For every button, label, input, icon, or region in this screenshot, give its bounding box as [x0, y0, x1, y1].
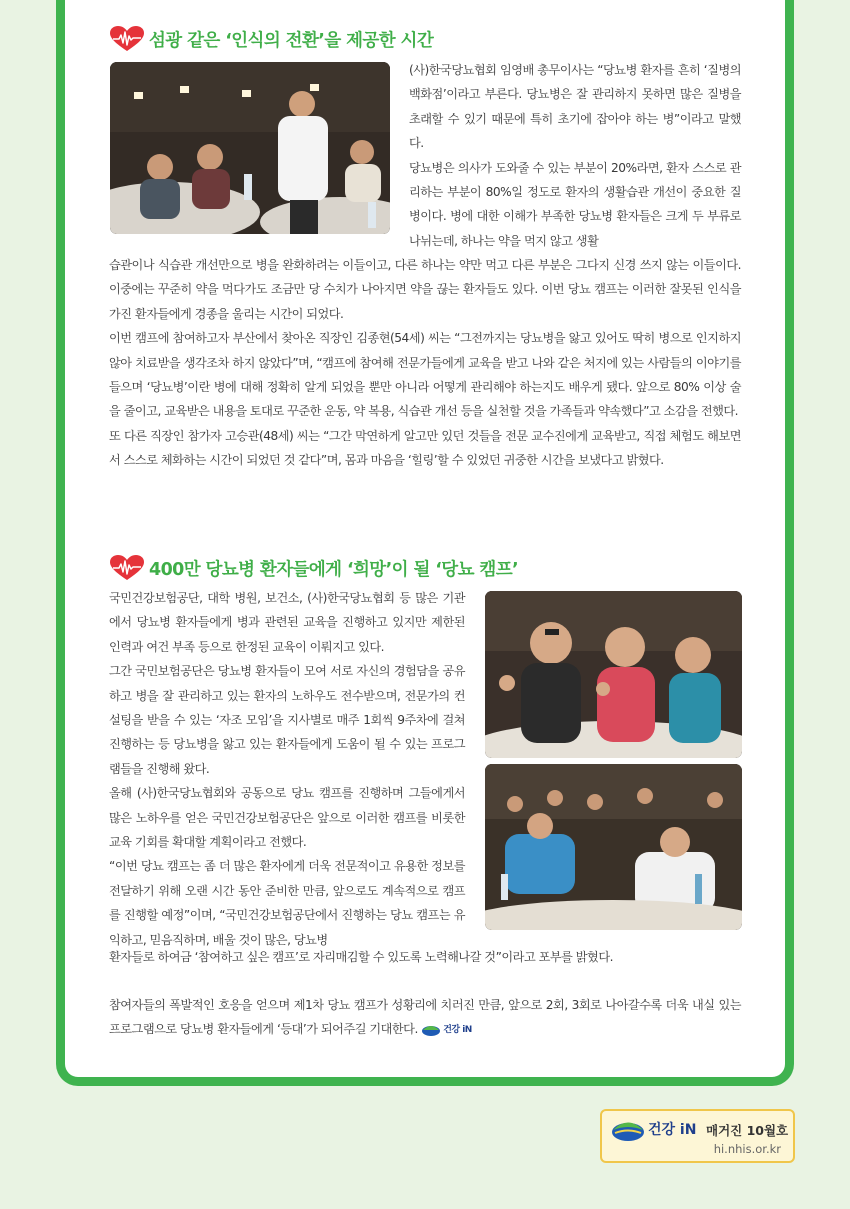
heart-pulse-icon	[110, 555, 144, 581]
section-title-1-text: 섬광 같은 ‘인식의 전환’을 제공한 시간	[149, 30, 434, 51]
health-in-logo-icon	[611, 1118, 645, 1142]
section2-para-3: 올해 (사)한국당뇨협회와 공동으로 당뇨 캠프를 진행하며 그들에게서 많은 노하우를 얻은 국민건강보험공단은 앞으로 이러한 캠프를 비롯한 교육 기회를 확대할 계획이라고 전했다.	[109, 786, 465, 850]
section2-para-1: 국민건강보험공단, 대학 병원, 보건소, (사)한국당뇨협회 등 많은 기관에서 당뇨병 환자들에게 병과 관련된 교육을 진행하고 있지만 제한된 인력과 여건 부족 등으로 한정된 교육이 이뤄지고 있다.	[109, 591, 465, 654]
closing-sentence: 참여자들의 폭발적인 호응을 얻으며 제1차 당뇨 캠프가 성황리에 치러진 만큼, 앞으로 2회, 3회로 나아갈수록 더욱 내실 있는 프로그램으로 당뇨병 환자들에게 ‘등대’가 되어주길 기대한다.	[109, 998, 741, 1037]
section1-para-intro: (사)한국당뇨협회 임영배 총무이사는 “당뇨병 환자를 흔히 ‘질병의 백화점’이라고 부른다. 당뇨병은 잘 관리하지 못하면 많은 질병을 초래할 수 있기 때문에 특히 초기에 잡아야 하는 병”이라고 말했다.	[409, 63, 741, 151]
section1-paragraph-wrap	[409, 58, 741, 253]
badge-url[interactable]: hi.nhis.or.kr	[713, 1142, 781, 1156]
section1-para-ko: 또 다른 직장인 참가자 고승관(48세) 씨는 “그간 막연하게 알고만 있던 것들을 전문 교수진에게 교육받고, 직접 체험도 해보면서 스스로 체화하는 시간이 되었던 것 같다”며, 몸과 마음을 ‘힐링’할 수 있었던 귀중한 시간을 보냈다고 밝혔다.	[109, 428, 741, 468]
photo-speaker-audience	[110, 62, 390, 234]
section1-paragraph-full	[109, 253, 741, 473]
section2-para-4-cont: 환자들로 하여금 ‘참여하고 싶은 캠프’로 자리매김할 수 있도록 노력해나갈 것”이라고 포부를 밝혔다.	[109, 950, 613, 964]
section2-paragraph-full	[109, 945, 741, 969]
section2-para-2: 그간 국민보험공단은 당뇨병 환자들이 모여 서로 자신의 경험담을 공유하고 병을 잘 관리하고 있는 환자의 노하우도 전수받으며, 전문가의 컨설팅을 받을 수 있는 ‘자조 모임’을 지사별로 매주 1회씩 9주차에 걸쳐 진행하는 등 당뇨병을 앓고 있는 환자들에게 도움이 될 수 있는 프로그램들을 진행해 왔다.	[109, 664, 465, 776]
signature	[421, 1018, 472, 1042]
section2-closing	[109, 993, 741, 1042]
photo-participants-writing	[485, 764, 742, 930]
health-in-logo-icon	[421, 1023, 441, 1037]
photo-women-thumbs-up	[485, 591, 742, 758]
signature-text: 건강 iN	[443, 1024, 472, 1035]
badge-magazine-issue: 매거진 10월호	[706, 1123, 789, 1138]
section-title-2	[110, 555, 518, 581]
badge-brand: 건강 iN	[648, 1122, 697, 1138]
magazine-badge	[600, 1109, 795, 1163]
section2-para-4: “이번 당뇨 캠프는 좀 더 많은 환자에게 더욱 전문적이고 유용한 정보를 전달하기 위해 오랜 시간 동안 준비한 만큼, 앞으로도 계속적으로 캠프를 진행할 예정”이며, “국민건강보험공단에서 진행하는 당뇨 캠프는 유익하고, 믿음직하며, 배울 것이 많은, 당뇨병	[109, 859, 465, 947]
section1-para-kim: 이번 캠프에 참여하고자 부산에서 찾아온 직장인 김종현(54세) 씨는 “그전까지는 당뇨병을 앓고 있어도 딱히 병으로 인지하지 않아 치료받을 생각조차 하지 않았다”며, “캠프에 참여해 전문가들에게 교육을 받고 나와 같은 처지에 있는 사람들의 이야기를 들으며 ‘당뇨병’이란 병에 대해 정확히 알게 되었을 뿐만 아니라 어떻게 관리해야 하는지도 배우게 됐다. 앞으로 80% 이상 술을 줄이고, 교육받은 내용을 토대로 꾸준한 운동, 약 복용, 식습관 개선 등을 실천할 것을 가족들과 약속했다”고 소감을 전했다.	[109, 331, 741, 419]
section1-para-diabetes-wrap: 당뇨병은 의사가 도와줄 수 있는 부분이 20%라면, 환자 스스로 관리하는 부분이 80%일 정도로 환자의 생활습관 개선이 중요한 질병이다. 병에 대한 이해가 부족한 당뇨병 환자들은 크게 두 부류로 나뉘는데, 하나는 약을 먹지 않고 생활	[409, 160, 741, 248]
section-title-2-text: 400만 당뇨병 환자들에게 ‘희망’이 될 ‘당뇨 캠프’	[149, 559, 519, 580]
section1-para-diabetes-cont: 습관이나 식습관 개선만으로 병을 완화하려는 이들이고, 다른 하나는 약만 먹고 다른 부분은 그다지 신경 쓰지 않는 이들이다. 이중에는 꾸준히 약을 먹다가도 조금만 당 수치가 나아지면 약을 끊는 환자들도 있다. 이번 당뇨 캠프는 이러한 잘못된 인식을 가진 환자들에게 경종을 울리는 시간이 되었다.	[109, 258, 741, 321]
section2-paragraph-left	[109, 586, 465, 952]
section2-closing-text	[109, 993, 741, 1042]
section-title-1	[110, 26, 433, 52]
heart-pulse-icon	[110, 26, 144, 52]
